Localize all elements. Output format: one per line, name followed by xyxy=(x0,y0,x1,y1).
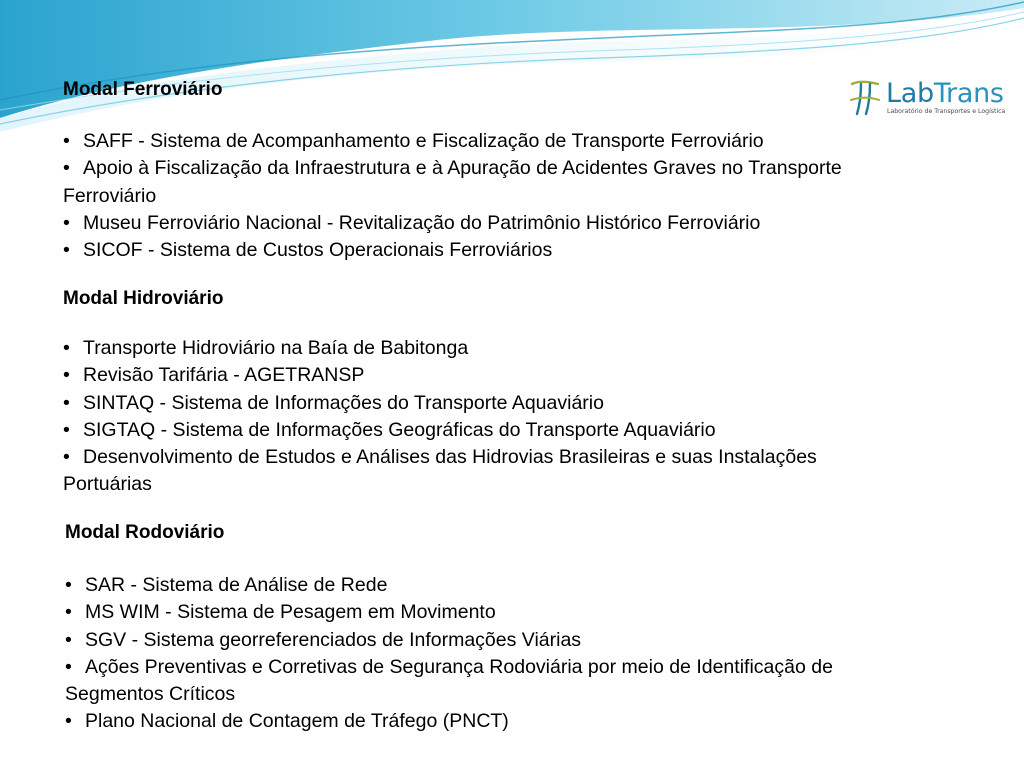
list-item: • SIGTAQ - Sistema de Informações Geográficas do Transporte Aquaviário xyxy=(63,418,716,441)
section-title: Modal Rodoviário xyxy=(65,522,225,543)
list-item-continuation: Ferroviário xyxy=(63,184,157,207)
list-item: • Plano Nacional de Contagem de Tráfego (PNCT) xyxy=(65,710,509,733)
item-list xyxy=(63,128,983,264)
item-list xyxy=(63,335,983,499)
list-item: • SAR - Sistema de Análise de Rede xyxy=(65,574,388,596)
list-item: • Museu Ferroviário Nacional - Revitalização do Patrimônio Histórico Ferroviário xyxy=(63,211,761,234)
list-item-continuation: Segmentos Críticos xyxy=(65,683,236,706)
section-modal-ferroviario xyxy=(63,79,983,264)
list-item: • Ações Preventivas e Corretivas de Segurança Rodoviária por meio de Identificação de xyxy=(65,655,833,678)
logo-tagline: Laboratório de Transportes e Logística xyxy=(887,108,1006,115)
section-modal-hidroviario xyxy=(63,288,983,499)
section-modal-rodoviario xyxy=(65,522,985,736)
list-item: • Transporte Hidroviário na Baía de Babitonga xyxy=(63,337,469,359)
list-item: • Revisão Tarifária - AGETRANSP xyxy=(63,364,365,387)
list-item: • SINTAQ - Sistema de Informações do Transporte Aquaviário xyxy=(63,391,604,414)
item-list xyxy=(65,572,985,736)
list-item: • SGV - Sistema georreferenciados de Informações Viárias xyxy=(65,628,582,651)
list-item: • SAFF - Sistema de Acompanhamento e Fiscalização de Transporte Ferroviário xyxy=(63,130,764,152)
list-item: • Apoio à Fiscalização da Infraestrutura e à Apuração de Acidentes Graves no Transporte xyxy=(63,157,842,180)
list-item: • MS WIM - Sistema de Pesagem em Movimento xyxy=(65,601,496,624)
list-item: • Desenvolvimento de Estudos e Análises das Hidrovias Brasileiras e suas Instalações xyxy=(63,446,817,469)
list-item: • SICOF - Sistema de Custos Operacionais Ferroviários xyxy=(63,239,553,262)
section-title: Modal Ferroviário xyxy=(63,79,223,100)
list-item-continuation: Portuárias xyxy=(63,473,152,496)
section-title: Modal Hidroviário xyxy=(63,288,224,309)
logo-wordmark: LabTrans xyxy=(886,78,1004,109)
